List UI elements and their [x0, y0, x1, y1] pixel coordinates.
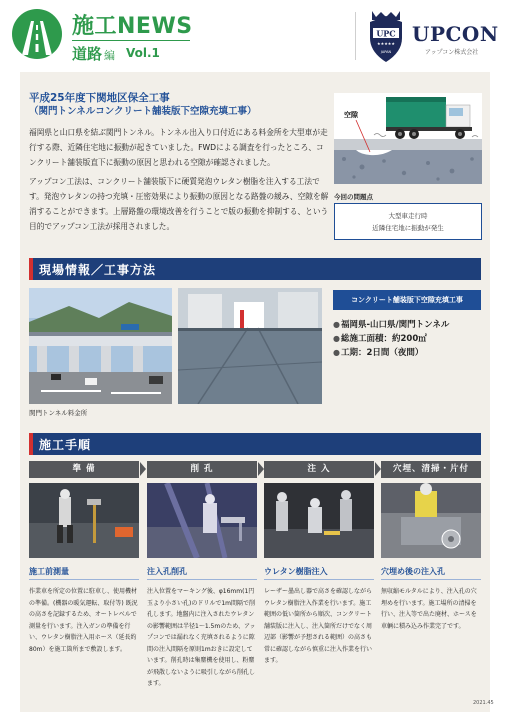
spec-item-location: ● 福岡県-山口県/関門トンネル — [333, 318, 483, 332]
step-description: レーザー墨出し器で高さを確認しながらウレタン樹脂注入作業を行います。施工範囲の低い箇所から順次、コンクリート舗装版に注入し、注入箇所だけでなく周辺部（影響が予想される範囲）の高さも常に確認しながら慎重に注入作業を行います。 — [264, 588, 373, 664]
volume-label: Vol.1 — [126, 46, 160, 60]
step-description: 作業車を所定の位置に駐車し、使用機材の準備。(機器の暖気運転、取付等) 既況の高さを記録するため、オートレベルで測量を行います。注入ガンの準備を行い、ウレタン樹脂注入用ホース（延長約80m）を施工箇所まで敷設します。 — [29, 588, 138, 653]
project-title: 平成25年度下関地区保全工事 — [29, 92, 170, 104]
photo-caption: 関門トンネル料金所 — [29, 409, 88, 417]
brand-subtitle: アップコン株式会社 — [425, 49, 479, 56]
section-banner-procedure: 施工手順 — [29, 433, 481, 455]
page-header — [0, 0, 510, 72]
document-code: 2021.45 — [473, 700, 494, 706]
step-subtitle: 注入孔削孔 — [147, 566, 257, 580]
svg-text:★★★★★: ★★★★★ — [377, 41, 395, 46]
spec-item-period: ● 工期：2日間（夜間） — [333, 346, 483, 360]
road-icon — [12, 9, 62, 59]
step-photo-preparation — [29, 483, 139, 558]
step-photo-drilling — [147, 483, 257, 558]
step-heading: 削 孔 — [147, 461, 257, 478]
spec-list — [333, 318, 483, 360]
section-banner-site: 現場情報／工事方法 — [29, 258, 481, 280]
description-paragraph: 福岡県と山口県を結ぶ関門トンネル。トンネル出入り口付近にある料金所を大型車が走行する際、近隣住宅地に振動が起きていました。FWDによる調査を行ったところ、コンクリート舗装版直下に振動の原因と思われる空隙が確認されました。 — [29, 128, 328, 167]
step-subtitle: 施工前測量 — [29, 566, 139, 580]
newsletter-title: 施工NEWS — [72, 14, 193, 39]
procedure-step-finishing — [381, 461, 481, 632]
project-description — [29, 125, 329, 238]
svg-text:UPC: UPC — [376, 28, 396, 39]
problem-line: 近隣住宅地に振動が発生 — [372, 224, 444, 232]
svg-text:JAPAN: JAPAN — [380, 50, 392, 54]
pavement-photo — [178, 288, 322, 404]
problem-line: 大型車走行時 — [388, 212, 428, 220]
step-subtitle: 穴埋め後の注入孔 — [381, 566, 481, 580]
spec-title: コンクリート舗装版下空隙充填工事 — [333, 290, 481, 310]
step-photo-finishing — [381, 483, 481, 558]
void-diagram-image — [334, 93, 482, 184]
project-subtitle: （関門トンネルコンクリート舗装版下空隙充填工事） — [29, 106, 257, 117]
step-description: 注入位置をマーキング後、φ16mm(1円玉より小さい孔)のドリルで1m間隔で削孔します。地盤内に注入されたウレタンの影響範囲は半径1～1.5mのため、アップコンでは漏れなく充填されるように隙間の注入間隔を原則1mおきに設定しています。削孔時は集塵機を使用し、粉塵が飛散しないように吸引しながら削孔します。 — [147, 588, 256, 687]
step-subtitle: ウレタン樹脂注入 — [264, 566, 374, 580]
procedure-step-injection — [264, 461, 374, 667]
problem-box — [334, 203, 482, 240]
description-paragraph: アップコン工法は、コンクリート舗装版下に硬質発泡ウレタン樹脂を注入する工法です。発泡ウレタンの持つ充填・圧密効果により振動の原因となる路盤の緩み、空隙を解消することができます。上層路盤の環境改善を行うことで版の振動を抑制する、という目的でアップコン工法が採用されました。 — [29, 177, 329, 231]
step-arrow — [140, 462, 146, 476]
step-photo-injection — [264, 483, 374, 558]
problem-caption: 今回の問題点 — [334, 193, 373, 201]
brand-name: UPCON — [412, 22, 499, 46]
title-rule — [72, 40, 190, 41]
header-divider — [355, 12, 356, 60]
step-heading: 穴埋、清掃・片付 — [381, 461, 481, 478]
step-heading: 注 入 — [264, 461, 374, 478]
procedure-step-drilling — [147, 461, 257, 690]
void-label: 空隙 — [344, 111, 358, 119]
spec-item-area: ● 総施工面積：約200㎡ — [333, 332, 483, 346]
tollgate-photo — [29, 288, 172, 404]
step-heading: 準 備 — [29, 461, 139, 478]
step-description: 無収縮モルタルにより、注入孔の穴埋めを行います。施工場所の清掃を行い、注入等で出た廃材、ホースを車輌に積み込み作業完了です。 — [381, 588, 477, 630]
procedure-step-preparation — [29, 461, 139, 655]
upc-shield-logo — [364, 8, 408, 64]
edition-label: 道路 編 — [72, 45, 116, 63]
